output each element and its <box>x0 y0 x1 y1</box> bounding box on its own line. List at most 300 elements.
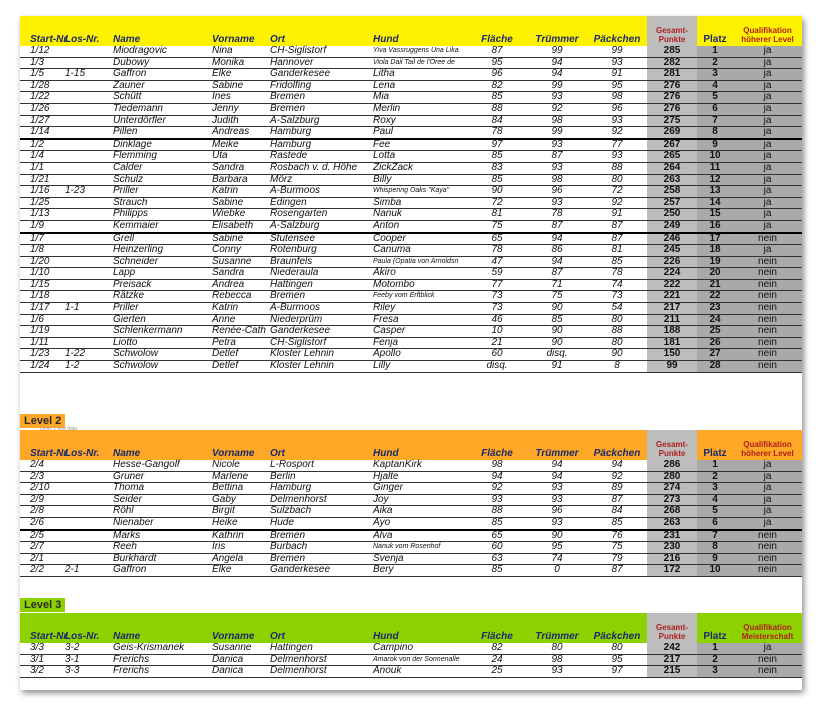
cell-vorname: Barbara <box>211 174 269 186</box>
header-row <box>20 613 802 643</box>
table-row[interactable] <box>20 517 802 529</box>
cell-vorname: Danica <box>211 666 269 678</box>
cell-truemmer: 93 <box>527 517 587 529</box>
header-paeckchen: Päckchen <box>593 34 641 45</box>
cell-paeckchen: 75 <box>587 542 647 554</box>
cell-gesamt-punkte: 217 <box>647 654 697 666</box>
table-row[interactable] <box>20 127 802 139</box>
cell-flaeche: 60 <box>467 349 527 361</box>
cell-vorname: Susanne <box>211 643 269 654</box>
header-truemmer: Trümmer <box>535 34 579 45</box>
cell-platz: 6 <box>697 517 733 529</box>
cell-ort: Sulzbach <box>269 506 372 518</box>
cell-platz: 1 <box>697 46 733 57</box>
table-row[interactable] <box>20 245 802 257</box>
cell-hund: Paul <box>372 127 467 139</box>
cell-los-nr <box>64 103 112 115</box>
cell-name: Thoma <box>112 483 211 495</box>
cell-gesamt-punkte: 188 <box>647 326 697 338</box>
cell-flaeche: 92 <box>467 483 527 495</box>
cell-truemmer: 92 <box>527 103 587 115</box>
cell-los-nr: 2-1 <box>64 565 112 577</box>
cell-los-nr: 1-23 <box>64 186 112 198</box>
table-row[interactable] <box>20 162 802 174</box>
cell-qualifikation: ja <box>733 174 802 186</box>
cell-gesamt-punkte: 263 <box>647 517 697 529</box>
cell-platz: 2 <box>697 471 733 483</box>
cell-flaeche: 63 <box>467 553 527 565</box>
cell-truemmer: 87 <box>527 151 587 163</box>
cell-ort: Rosengarten <box>269 209 372 221</box>
cell-paeckchen: 96 <box>587 103 647 115</box>
cell-truemmer: 94 <box>527 460 587 471</box>
cell-paeckchen: 79 <box>587 553 647 565</box>
cell-vorname: Danica <box>211 654 269 666</box>
cell-start-nr: 2/2 <box>20 565 64 577</box>
header-qualifikation: Qualifikation höherer Level <box>741 26 794 44</box>
cell-name: Gruner <box>112 471 211 483</box>
cell-platz: 4 <box>697 494 733 506</box>
cell-platz: 16 <box>697 220 733 232</box>
cell-vorname: Anne <box>211 314 269 326</box>
cell-flaeche: 85 <box>467 174 527 186</box>
cell-qualifikation: nein <box>733 256 802 268</box>
cell-platz: 14 <box>697 197 733 209</box>
cell-paeckchen: 97 <box>587 666 647 678</box>
cell-los-nr: 1-2 <box>64 361 112 373</box>
table-row[interactable] <box>20 337 802 349</box>
cell-ort: A-Salzburg <box>269 220 372 232</box>
cell-gesamt-punkte: 150 <box>647 349 697 361</box>
table-row[interactable] <box>20 80 802 92</box>
cell-ort: Rastede <box>269 151 372 163</box>
table-row[interactable] <box>20 326 802 338</box>
cell-truemmer: 96 <box>527 186 587 198</box>
cell-flaeche: 93 <box>467 494 527 506</box>
table-row[interactable] <box>20 506 802 518</box>
cell-flaeche: 87 <box>467 46 527 57</box>
cell-flaeche: 90 <box>467 186 527 198</box>
table-row[interactable] <box>20 233 802 245</box>
cell-vorname: Iris <box>211 542 269 554</box>
cell-flaeche: 65 <box>467 530 527 542</box>
cell-vorname: Elisabeth <box>211 220 269 232</box>
cell-flaeche: 78 <box>467 245 527 257</box>
cell-name: Reeh <box>112 542 211 554</box>
cell-vorname: Sabine <box>211 80 269 92</box>
cell-ort: Kloster Lehnin <box>269 349 372 361</box>
cell-gesamt-punkte: 276 <box>647 80 697 92</box>
cell-flaeche: 72 <box>467 197 527 209</box>
cell-hund: Fenja <box>372 337 467 349</box>
cell-gesamt-punkte: 263 <box>647 174 697 186</box>
cell-qualifikation: ja <box>733 186 802 198</box>
cell-ort: L-Rosport <box>269 460 372 471</box>
cell-vorname: Judith <box>211 115 269 127</box>
cell-truemmer: 95 <box>527 542 587 554</box>
cell-flaeche: 88 <box>467 506 527 518</box>
cell-name: Rätzke <box>112 291 211 303</box>
cell-ort: Ganderkesee <box>269 69 372 81</box>
cell-gesamt-punkte: 276 <box>647 92 697 104</box>
level2-table <box>20 430 802 577</box>
cell-ort: Niederaula <box>269 268 372 280</box>
cell-start-nr: 1/11 <box>20 337 64 349</box>
cell-los-nr <box>64 337 112 349</box>
cell-start-nr: 1/6 <box>20 314 64 326</box>
cell-vorname: Andrea <box>211 279 269 291</box>
table-row[interactable] <box>20 256 802 268</box>
cell-start-nr: 1/27 <box>20 115 64 127</box>
cell-hund: Cooper <box>372 233 467 245</box>
cell-flaeche: 82 <box>467 643 527 654</box>
table-row[interactable] <box>20 303 802 315</box>
cell-start-nr: 1/17 <box>20 303 64 315</box>
cell-ort: Rosbach v. d. Höhe <box>269 162 372 174</box>
cell-paeckchen: 94 <box>587 460 647 471</box>
header-flaeche: Fläche <box>481 631 513 642</box>
cell-flaeche: 65 <box>467 233 527 245</box>
header-flaeche: Fläche <box>481 448 513 459</box>
cell-platz: 10 <box>697 565 733 577</box>
cell-truemmer: 90 <box>527 326 587 338</box>
cell-platz: 8 <box>697 542 733 554</box>
header-start-nr: Start-Nr. <box>30 631 70 642</box>
cell-gesamt-punkte: 285 <box>647 46 697 57</box>
cell-ort: Bremen <box>269 291 372 303</box>
cell-flaeche: 21 <box>467 337 527 349</box>
cell-hund: Aika <box>372 506 467 518</box>
header-paeckchen: Päckchen <box>593 448 641 459</box>
cell-vorname: Birgit <box>211 506 269 518</box>
table-row[interactable] <box>20 542 802 554</box>
table-row[interactable] <box>20 565 802 577</box>
cell-qualifikation: nein <box>733 361 802 373</box>
table-row[interactable] <box>20 197 802 209</box>
cell-gesamt-punkte: 222 <box>647 279 697 291</box>
cell-los-nr <box>64 530 112 542</box>
cell-name: Zauner <box>112 80 211 92</box>
cell-name: Priller <box>112 303 211 315</box>
header-platz: Platz <box>703 448 727 459</box>
cell-truemmer: 90 <box>527 337 587 349</box>
cell-name: Dubowy <box>112 57 211 69</box>
cell-platz: 11 <box>697 162 733 174</box>
cell-los-nr <box>64 197 112 209</box>
table-row[interactable] <box>20 460 802 471</box>
cell-vorname: Detlef <box>211 349 269 361</box>
cell-ort: Bremen <box>269 553 372 565</box>
table-row[interactable] <box>20 103 802 115</box>
cell-qualifikation: ja <box>733 245 802 257</box>
cell-truemmer: 93 <box>527 494 587 506</box>
table-row[interactable] <box>20 220 802 232</box>
cell-start-nr: 1/3 <box>20 57 64 69</box>
cell-qualifikation: nein <box>733 337 802 349</box>
cell-truemmer: disq. <box>527 349 587 361</box>
table-row[interactable] <box>20 115 802 127</box>
cell-ort: Fridolfing <box>269 80 372 92</box>
cell-name: Gaffron <box>112 565 211 577</box>
cell-truemmer: 87 <box>527 220 587 232</box>
cell-qualifikation: ja <box>733 151 802 163</box>
cell-start-nr: 1/7 <box>20 233 64 245</box>
table-row[interactable] <box>20 268 802 280</box>
cell-start-nr: 1/28 <box>20 80 64 92</box>
cell-ort: Braunfels <box>269 256 372 268</box>
header-gesamt-punkte: Gesamt- Punkte <box>647 430 697 460</box>
cell-truemmer: 94 <box>527 233 587 245</box>
cell-start-nr: 1/9 <box>20 220 64 232</box>
cell-hund: Bery <box>372 565 467 577</box>
cell-name: Burkhardt <box>112 553 211 565</box>
cell-gesamt-punkte: 280 <box>647 471 697 483</box>
cell-flaeche: 85 <box>467 565 527 577</box>
table-row[interactable] <box>20 92 802 104</box>
cell-paeckchen: 85 <box>587 256 647 268</box>
header-platz: Platz <box>703 34 727 45</box>
cell-paeckchen: 80 <box>587 314 647 326</box>
cell-ort: A-Burmoos <box>269 186 372 198</box>
table-row[interactable] <box>20 494 802 506</box>
cell-vorname: Kathrin <box>211 530 269 542</box>
table-row[interactable] <box>20 279 802 291</box>
cell-truemmer: 85 <box>527 314 587 326</box>
cell-paeckchen: 74 <box>587 279 647 291</box>
cell-hund: Litha <box>372 69 467 81</box>
cell-los-nr <box>64 542 112 554</box>
cell-qualifikation: ja <box>733 517 802 529</box>
table-row[interactable] <box>20 46 802 57</box>
cell-truemmer: 93 <box>527 162 587 174</box>
cell-flaeche: 83 <box>467 162 527 174</box>
table-row[interactable] <box>20 139 802 151</box>
cell-paeckchen: 93 <box>587 151 647 163</box>
cell-start-nr: 1/4 <box>20 151 64 163</box>
cell-gesamt-punkte: 281 <box>647 69 697 81</box>
cell-los-nr: 3-2 <box>64 643 112 654</box>
cell-truemmer: 99 <box>527 127 587 139</box>
cell-vorname: Sabine <box>211 197 269 209</box>
cell-hund: Akiro <box>372 268 467 280</box>
cell-vorname: Meike <box>211 139 269 151</box>
cell-start-nr: 1/25 <box>20 197 64 209</box>
cell-platz: 21 <box>697 279 733 291</box>
cell-truemmer: 94 <box>527 69 587 81</box>
cell-truemmer: 86 <box>527 245 587 257</box>
cell-qualifikation: nein <box>733 349 802 361</box>
cell-name: Schütt <box>112 92 211 104</box>
cell-ort: Hannover <box>269 57 372 69</box>
cell-hund: Simba <box>372 197 467 209</box>
cell-qualifikation: ja <box>733 460 802 471</box>
header-start-nr: Start-Nr. <box>30 448 70 459</box>
cell-los-nr <box>64 483 112 495</box>
cell-truemmer: 96 <box>527 506 587 518</box>
cell-truemmer: 87 <box>527 268 587 280</box>
cell-vorname: Renée-Cath <box>211 326 269 338</box>
cell-flaeche: 73 <box>467 303 527 315</box>
table-row[interactable] <box>20 654 802 666</box>
cell-truemmer: 93 <box>527 139 587 151</box>
header-hund: Hund <box>373 631 399 642</box>
cell-start-nr: 3/1 <box>20 654 64 666</box>
cell-start-nr: 1/20 <box>20 256 64 268</box>
cell-start-nr: 2/4 <box>20 460 64 471</box>
cell-ort: Bremen <box>269 530 372 542</box>
cell-paeckchen: 76 <box>587 530 647 542</box>
cell-vorname: Andreas <box>211 127 269 139</box>
cell-name: Tiedemann <box>112 103 211 115</box>
cell-los-nr <box>64 174 112 186</box>
table-row[interactable] <box>20 483 802 495</box>
cell-vorname: Rebecca <box>211 291 269 303</box>
cell-los-nr <box>64 92 112 104</box>
cell-name: Frerichs <box>112 666 211 678</box>
cell-ort: Ganderkesee <box>269 326 372 338</box>
table-row[interactable] <box>20 314 802 326</box>
cell-paeckchen: 78 <box>587 268 647 280</box>
cell-name: Heinzerling <box>112 245 211 257</box>
cell-name: Schlenkermann <box>112 326 211 338</box>
cell-truemmer: 94 <box>527 471 587 483</box>
table-row[interactable] <box>20 186 802 198</box>
table-row[interactable] <box>20 361 802 373</box>
cell-ort: Hamburg <box>269 139 372 151</box>
cell-paeckchen: 77 <box>587 139 647 151</box>
cell-los-nr <box>64 139 112 151</box>
cell-paeckchen: 92 <box>587 197 647 209</box>
cell-vorname: Ines <box>211 92 269 104</box>
cell-vorname: Elke <box>211 565 269 577</box>
cell-gesamt-punkte: 282 <box>647 57 697 69</box>
cell-paeckchen: 99 <box>587 46 647 57</box>
cell-name: Marks <box>112 530 211 542</box>
cell-hund: Nanuk <box>372 209 467 221</box>
cell-los-nr <box>64 494 112 506</box>
cell-flaeche: 75 <box>467 220 527 232</box>
table-row[interactable] <box>20 151 802 163</box>
cell-start-nr: 1/23 <box>20 349 64 361</box>
cell-name: Gierten <box>112 314 211 326</box>
table-row[interactable] <box>20 349 802 361</box>
cell-ort: Bremen <box>269 92 372 104</box>
cell-start-nr: 1/26 <box>20 103 64 115</box>
cell-truemmer: 98 <box>527 174 587 186</box>
cell-hund: Viola Dail Tail de l'Oree de <box>372 57 467 69</box>
cell-gesamt-punkte: 181 <box>647 337 697 349</box>
table-row[interactable] <box>20 643 802 654</box>
table-row[interactable] <box>20 471 802 483</box>
table-row[interactable] <box>20 174 802 186</box>
cell-hund: Paula (Opatia von Arnoldsn <box>372 256 467 268</box>
cell-platz: 20 <box>697 268 733 280</box>
header-start-nr: Start-Nr. <box>30 34 70 45</box>
cell-gesamt-punkte: 211 <box>647 314 697 326</box>
cell-gesamt-punkte: 224 <box>647 268 697 280</box>
cell-name: Nienaber <box>112 517 211 529</box>
cell-ort: Hamburg <box>269 483 372 495</box>
cell-flaeche: 97 <box>467 139 527 151</box>
cell-hund: Riley <box>372 303 467 315</box>
cell-truemmer: 90 <box>527 303 587 315</box>
header-hund: Hund <box>373 34 399 45</box>
cell-start-nr: 1/24 <box>20 361 64 373</box>
cell-ort: Ganderkesee <box>269 565 372 577</box>
cell-flaeche: 46 <box>467 314 527 326</box>
table-row[interactable] <box>20 530 802 542</box>
cell-platz: 1 <box>697 460 733 471</box>
cell-gesamt-punkte: 275 <box>647 115 697 127</box>
cell-start-nr: 1/22 <box>20 92 64 104</box>
level2-body <box>20 430 802 576</box>
table-row[interactable] <box>20 69 802 81</box>
cell-hund: Motombo <box>372 279 467 291</box>
cell-platz: 3 <box>697 666 733 678</box>
cell-platz: 19 <box>697 256 733 268</box>
table-row[interactable] <box>20 209 802 221</box>
cell-gesamt-punkte: 246 <box>647 233 697 245</box>
cell-los-nr <box>64 553 112 565</box>
cell-ort: Hattingen <box>269 643 372 654</box>
cell-paeckchen: 98 <box>587 92 647 104</box>
cell-truemmer: 93 <box>527 92 587 104</box>
cell-los-nr <box>64 460 112 471</box>
cell-qualifikation: nein <box>733 530 802 542</box>
cell-flaeche: 85 <box>467 517 527 529</box>
cell-truemmer: 98 <box>527 115 587 127</box>
cell-qualifikation: ja <box>733 209 802 221</box>
cell-vorname: Detlef <box>211 361 269 373</box>
cell-ort: Kloster Lehnin <box>269 361 372 373</box>
cell-start-nr: 1/13 <box>20 209 64 221</box>
cell-flaeche: disq. <box>467 361 527 373</box>
cell-hund: Campino <box>372 643 467 654</box>
cell-start-nr: 2/1 <box>20 553 64 565</box>
level2-label: Level 2 <box>20 414 65 428</box>
cell-gesamt-punkte: 269 <box>647 127 697 139</box>
cell-hund: Alva <box>372 530 467 542</box>
header-ort: Ort <box>270 34 285 45</box>
level2-faint-note: Level 2 dog data <box>40 426 77 432</box>
cell-truemmer: 90 <box>527 530 587 542</box>
cell-paeckchen: 80 <box>587 174 647 186</box>
cell-paeckchen: 73 <box>587 291 647 303</box>
table-row[interactable] <box>20 553 802 565</box>
cell-name: Priller <box>112 186 211 198</box>
cell-paeckchen: 87 <box>587 565 647 577</box>
cell-hund: Hjalte <box>372 471 467 483</box>
cell-ort: A-Salzburg <box>269 115 372 127</box>
cell-platz: 17 <box>697 233 733 245</box>
cell-qualifikation: nein <box>733 666 802 678</box>
cell-platz: 2 <box>697 654 733 666</box>
table-row[interactable] <box>20 57 802 69</box>
table-row[interactable] <box>20 666 802 678</box>
cell-ort: Hattingen <box>269 279 372 291</box>
cell-qualifikation: nein <box>733 565 802 577</box>
cell-flaeche: 77 <box>467 279 527 291</box>
cell-name: Hesse-Gangolf <box>112 460 211 471</box>
cell-hund: Ayo <box>372 517 467 529</box>
cell-paeckchen: 85 <box>587 517 647 529</box>
cell-qualifikation: nein <box>733 303 802 315</box>
cell-flaeche: 81 <box>467 209 527 221</box>
level3-label: Level 3 <box>20 598 65 612</box>
level3-body <box>20 613 802 677</box>
cell-gesamt-punkte: 242 <box>647 643 697 654</box>
table-row[interactable] <box>20 291 802 303</box>
